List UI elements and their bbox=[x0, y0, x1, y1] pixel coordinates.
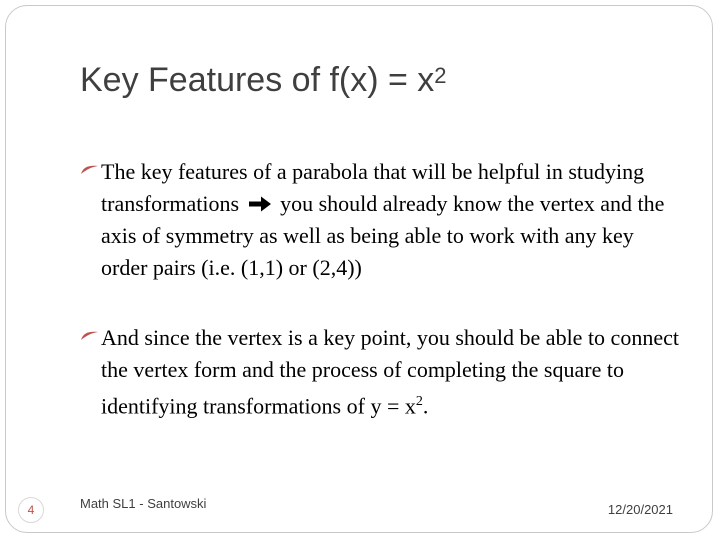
page-number: 4 bbox=[18, 497, 44, 523]
bullet-end: . bbox=[422, 393, 429, 419]
bullet-text-part-2: you should already know the vertex and the axis of symmetry as well as being able to work with any key order pairs (i.e. (1,1) or (2,4)) bbox=[101, 191, 665, 280]
bullet-list bbox=[80, 156, 680, 422]
slide-title-text: Key Features of f(x) = x bbox=[80, 61, 435, 99]
footer-date: 12/20/2021 bbox=[607, 502, 673, 517]
bullet-text-part-1: The key features of a parabola that will be helpful in studying transformations bbox=[101, 159, 645, 216]
bullet-text: And since the vertex is a key point, you should be able to connect the vertex form and the process of completing the square to identifying transformations of y = x bbox=[101, 325, 679, 419]
bullet-superscript: 2 bbox=[415, 394, 423, 409]
curved-bullet-icon bbox=[80, 156, 100, 188]
bullet-item-key-features bbox=[80, 156, 680, 284]
bullet-item-vertex bbox=[80, 322, 680, 422]
title-superscript: 2 bbox=[434, 63, 447, 88]
curved-bullet-icon bbox=[80, 322, 100, 354]
footer-author: Math SL1 - Santowski bbox=[80, 496, 207, 511]
slide-title bbox=[80, 58, 680, 102]
right-arrow-icon bbox=[248, 190, 272, 208]
